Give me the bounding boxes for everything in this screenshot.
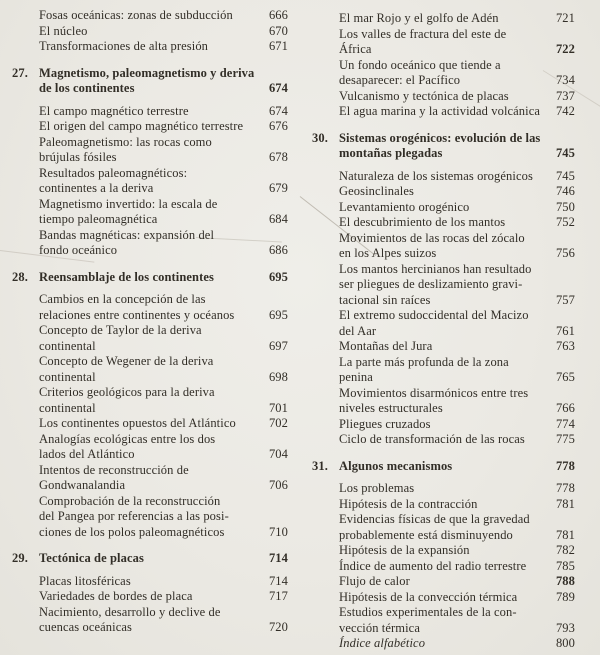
entry-line: tiempo paleomagnética — [39, 212, 158, 226]
entry-line: relaciones entre continentes y océanos — [39, 307, 235, 322]
entry-page-number: 761 — [555, 323, 575, 338]
toc-entry — [339, 308, 575, 339]
entry-line: Variedades de bordes de placa — [39, 589, 193, 603]
entry-text — [39, 589, 260, 605]
chapter-heading — [12, 551, 288, 567]
entry-text — [39, 574, 260, 590]
entry-page-number: 671 — [268, 39, 288, 53]
entry-text — [339, 184, 547, 200]
toc-entry — [339, 512, 575, 543]
chapter-heading — [12, 66, 288, 97]
toc-entry — [339, 574, 575, 590]
chapter-title — [39, 551, 260, 567]
toc-entry — [39, 385, 288, 416]
toc-entry — [39, 494, 288, 541]
entry-page-number: 670 — [268, 23, 288, 38]
entry-page-number: 781 — [555, 527, 575, 542]
entry-page-number: 789 — [555, 589, 575, 604]
entry-line: El mar Rojo y el golfo de Adén — [339, 11, 499, 25]
entry-line: Movimientos de las rocas del zócalo — [339, 230, 525, 245]
entry-text — [39, 104, 260, 120]
entry-line: Índice de aumento del radio terrestre — [339, 558, 527, 573]
chapter-title-line: Tectónica de placas — [39, 551, 144, 565]
entry-text — [39, 323, 260, 354]
entry-page-number: 702 — [268, 416, 288, 430]
entry-text — [339, 497, 547, 513]
entry-page-number: 722 — [555, 42, 575, 56]
chapter-page-number: 745 — [555, 146, 575, 160]
entry-page-number: 674 — [268, 103, 288, 118]
toc-section — [312, 131, 575, 448]
entry-text — [39, 292, 260, 323]
entry-line: El descubrimiento de los mantos — [339, 215, 506, 229]
entry-text — [39, 8, 260, 24]
entry-page-number: 679 — [268, 181, 288, 195]
entry-line: Intentos de reconstrucción de — [39, 462, 189, 477]
toc-entry — [339, 27, 575, 58]
entry-line: brújulas fósiles — [39, 150, 117, 164]
entry-line: Evidencias físicas de que la gravedad — [339, 512, 530, 526]
entry-page-number: 686 — [268, 243, 288, 257]
toc-entry — [339, 58, 575, 89]
toc-entry — [339, 11, 575, 27]
chapter-number: 27. — [12, 65, 28, 80]
entry-line: Magnetismo invertido: la escala de — [39, 196, 218, 211]
entry-text — [39, 119, 260, 135]
toc-entry — [39, 228, 288, 259]
toc-entry — [339, 543, 575, 559]
entry-text — [339, 543, 547, 559]
toc-entry — [339, 605, 575, 636]
entry-line: Analogías ecológicas entre los dos — [39, 431, 216, 446]
entry-page-number: 793 — [555, 620, 575, 635]
entry-line: Los valles de fractura del este de — [339, 26, 507, 41]
entry-text — [339, 58, 547, 89]
entry-line: La parte más profunda de la zona — [339, 354, 509, 369]
entry-page-number: 766 — [555, 401, 575, 415]
toc-entry — [339, 481, 575, 497]
entry-page-number: 742 — [555, 104, 575, 118]
entry-line: del Pangea por referencias a las posi- — [39, 509, 229, 523]
entry-page-number: 720 — [268, 620, 288, 634]
entry-page-number: 734 — [555, 73, 575, 87]
entry-line: Concepto de Taylor de la deriva — [39, 323, 202, 337]
entry-text — [339, 339, 547, 355]
toc-entry — [339, 559, 575, 575]
entry-line: tacional sin raíces — [339, 292, 431, 307]
entry-page-number: 756 — [555, 246, 575, 260]
entry-text — [39, 135, 260, 166]
toc-entry — [39, 463, 288, 494]
entry-page-number: 800 — [555, 636, 575, 650]
toc-entry — [39, 416, 288, 432]
entry-page-number: 737 — [555, 88, 575, 103]
entry-line: Criterios geológicos para la deriva — [39, 385, 215, 399]
entry-page-number: 717 — [268, 589, 288, 603]
chapter-page-number: 714 — [268, 551, 288, 565]
entry-page-number: 701 — [268, 400, 288, 415]
entry-page-number: 750 — [555, 199, 575, 214]
entry-page-number: 695 — [268, 307, 288, 322]
entry-page-number: 752 — [555, 215, 575, 229]
entry-line: Geosinclinales — [339, 184, 414, 198]
entry-line: Comprobación de la reconstrucción — [39, 493, 221, 508]
entry-text — [339, 231, 547, 262]
chapter-title-line: Algunos mecanismos — [339, 458, 453, 473]
toc-column — [312, 8, 575, 655]
entry-line: Montañas del Jura — [339, 339, 433, 353]
entry-text — [339, 574, 547, 590]
toc-section — [12, 270, 288, 541]
entry-page-number: 676 — [268, 119, 288, 133]
entry-page-number: 778 — [555, 481, 575, 495]
entry-line: Paleomagnetismo: las rocas como — [39, 134, 212, 149]
entry-text — [39, 166, 260, 197]
toc-entry — [339, 169, 575, 185]
toc-entry — [339, 355, 575, 386]
entry-page-number: 698 — [268, 369, 288, 384]
entry-text — [339, 481, 547, 497]
chapter-page-number: 695 — [268, 269, 288, 284]
toc-entry — [339, 215, 575, 231]
entry-text — [339, 432, 547, 448]
chapter-heading — [12, 270, 288, 286]
entry-text — [39, 385, 260, 416]
chapter-title-line: Sistemas orogénicos: evolución de las — [339, 130, 541, 145]
entry-text — [39, 354, 260, 385]
entry-text — [339, 355, 547, 386]
chapter-number: 28. — [12, 269, 28, 284]
entry-line: vección térmica — [339, 620, 420, 635]
toc-entry — [39, 8, 288, 24]
entry-text — [339, 559, 547, 575]
entry-line: lados del Atlántico — [39, 447, 135, 461]
toc-entry — [339, 339, 575, 355]
entry-page-number: 774 — [555, 416, 575, 431]
entry-line: El agua marina y la actividad volcánica — [339, 104, 541, 118]
chapter-title-line: Magnetismo, paleomagnetismo y deriva — [39, 65, 255, 80]
toc-entry — [39, 197, 288, 228]
chapter-number: 30. — [312, 130, 328, 145]
entry-text — [339, 308, 547, 339]
toc-entry — [39, 39, 288, 55]
entry-text — [39, 24, 260, 40]
entry-line: continental — [39, 338, 96, 353]
entry-line: Bandas magnéticas: expansión del — [39, 227, 215, 242]
entry-line: Transformaciones de alta presión — [39, 39, 209, 53]
entry-line: Cambios en la concepción de las — [39, 292, 206, 306]
entry-line: El núcleo — [39, 23, 88, 38]
toc-entry — [339, 497, 575, 513]
toc-entry — [39, 24, 288, 40]
entry-line: Flujo de calor — [339, 574, 410, 588]
toc-entry — [339, 590, 575, 606]
chapter-page-number: 674 — [268, 81, 288, 95]
entry-line: Movimientos disarmónicos entre tres — [339, 385, 529, 400]
entry-text — [39, 228, 260, 259]
toc-section — [312, 11, 575, 120]
entry-text — [339, 636, 547, 652]
entry-line: Los continentes opuestos del Atlántico — [39, 416, 236, 430]
toc-section — [312, 459, 575, 652]
entry-line: cuencas oceánicas — [39, 620, 132, 634]
entry-line: Nacimiento, desarrollo y declive de — [39, 604, 221, 619]
toc-entry — [39, 354, 288, 385]
entry-line: Gondwanalandia — [39, 478, 126, 492]
chapter-title — [339, 131, 547, 162]
entry-line: Estudios experimentales de la con- — [339, 605, 517, 619]
entry-line: Placas litosféricas — [39, 573, 131, 588]
toc-entry — [39, 605, 288, 636]
entry-line: ciones de los polos paleomagnéticos — [39, 524, 225, 539]
entry-line: Levantamiento orogénico — [339, 199, 470, 214]
toc-section — [12, 66, 288, 259]
entry-text — [339, 417, 547, 433]
entry-page-number: 782 — [555, 543, 575, 557]
entry-page-number: 697 — [268, 338, 288, 353]
entry-line: fondo oceánico — [39, 243, 118, 257]
entry-line: continentes a la deriva — [39, 181, 154, 195]
entry-line: Los problemas — [339, 481, 415, 495]
toc-column — [12, 8, 288, 655]
entry-line: Índice alfabético — [339, 636, 426, 650]
entry-page-number: 678 — [268, 150, 288, 164]
entry-text — [339, 512, 547, 543]
toc-entry — [39, 119, 288, 135]
entry-line: África — [339, 42, 372, 56]
chapter-title-line: Reensamblaje de los continentes — [39, 269, 214, 284]
entry-line: Vulcanismo y tectónica de placas — [339, 88, 509, 103]
entry-text — [339, 605, 547, 636]
entry-text — [39, 197, 260, 228]
entry-page-number: 757 — [555, 292, 575, 307]
entry-line: Pliegues cruzados — [339, 416, 431, 431]
entry-page-number: 788 — [555, 574, 575, 588]
entry-line: El origen del campo magnético terrestre — [39, 119, 244, 133]
chapter-heading — [312, 459, 575, 475]
entry-line: Concepto de Wegener de la deriva — [39, 354, 214, 368]
chapter-title — [339, 459, 547, 475]
entry-text — [339, 215, 547, 231]
chapter-title-line: montañas plegadas — [339, 146, 443, 160]
toc-entry — [39, 166, 288, 197]
entry-page-number: 763 — [555, 339, 575, 353]
entry-line: El extremo sudoccidental del Macizo — [339, 308, 529, 322]
toc-section — [12, 8, 288, 55]
toc-entry — [339, 184, 575, 200]
entry-line: Los mantos hercinianos han resultado — [339, 261, 532, 276]
toc-entry — [39, 292, 288, 323]
entry-text — [39, 605, 260, 636]
entry-line: Naturaleza de los sistemas orogénicos — [339, 168, 533, 183]
entry-text — [339, 200, 547, 216]
entry-text — [39, 416, 260, 432]
entry-text — [39, 463, 260, 494]
toc-entry — [39, 135, 288, 166]
entry-line: del Aar — [339, 323, 377, 338]
entry-line: Un fondo oceánico que tiende a — [339, 57, 501, 72]
entry-text — [339, 590, 547, 606]
entry-page-number: 710 — [268, 524, 288, 539]
chapter-title — [39, 66, 260, 97]
chapter-heading — [312, 131, 575, 162]
entry-page-number: 785 — [555, 558, 575, 573]
toc-entry — [339, 89, 575, 105]
toc-section — [12, 551, 288, 636]
entry-page-number: 781 — [555, 496, 575, 511]
toc-entry — [339, 432, 575, 448]
entry-line: penina — [339, 370, 373, 384]
toc-entry — [339, 417, 575, 433]
entry-text — [339, 89, 547, 105]
entry-line: Hipótesis de la expansión — [339, 543, 470, 557]
toc-entry — [339, 200, 575, 216]
entry-text — [339, 27, 547, 58]
entry-text — [39, 432, 260, 463]
entry-text — [339, 386, 547, 417]
toc-entry — [39, 104, 288, 120]
entry-line: El campo magnético terrestre — [39, 103, 189, 118]
entry-page-number: 706 — [268, 478, 288, 492]
entry-line: en los Alpes suizos — [339, 246, 437, 260]
toc-entry — [39, 432, 288, 463]
entry-page-number: 704 — [268, 447, 288, 461]
toc-entry — [339, 636, 575, 652]
entry-text — [339, 11, 547, 27]
toc-entry — [39, 589, 288, 605]
entry-page-number: 746 — [555, 184, 575, 198]
entry-text — [339, 104, 547, 120]
entry-text — [39, 494, 260, 541]
entry-page-number: 721 — [555, 11, 575, 25]
entry-page-number: 765 — [555, 370, 575, 384]
entry-page-number: 775 — [555, 432, 575, 446]
chapter-number: 29. — [12, 551, 28, 565]
toc-entry — [339, 386, 575, 417]
chapter-page-number: 778 — [555, 458, 575, 473]
entry-line: Fosas oceánicas: zonas de subducción — [39, 8, 233, 22]
toc-entry — [339, 262, 575, 309]
entry-line: probablemente está disminuyendo — [339, 527, 513, 542]
entry-page-number: 714 — [268, 573, 288, 588]
toc-entry — [39, 323, 288, 354]
chapter-title-line: de los continentes — [39, 81, 135, 95]
entry-line: Resultados paleomagnéticos: — [39, 165, 188, 180]
entry-text — [339, 262, 547, 309]
entry-text — [339, 169, 547, 185]
toc-entry — [39, 574, 288, 590]
entry-line: desaparecer: el Pacífico — [339, 73, 461, 87]
chapter-number: 31. — [312, 458, 328, 473]
entry-line: continental — [39, 369, 96, 384]
entry-page-number: 684 — [268, 212, 288, 226]
chapter-title — [39, 270, 260, 286]
entry-line: ser pliegues de deslizamiento gravi- — [339, 277, 523, 291]
entry-page-number: 745 — [555, 168, 575, 183]
entry-line: Hipótesis de la convección térmica — [339, 589, 518, 604]
toc-entry — [339, 231, 575, 262]
entry-line: Hipótesis de la contracción — [339, 496, 478, 511]
entry-text — [39, 39, 260, 55]
entry-line: niveles estructurales — [339, 401, 443, 415]
entry-line: Ciclo de transformación de las rocas — [339, 432, 525, 446]
entry-line: continental — [39, 400, 96, 415]
toc-entry — [339, 104, 575, 120]
entry-page-number: 666 — [268, 8, 288, 22]
